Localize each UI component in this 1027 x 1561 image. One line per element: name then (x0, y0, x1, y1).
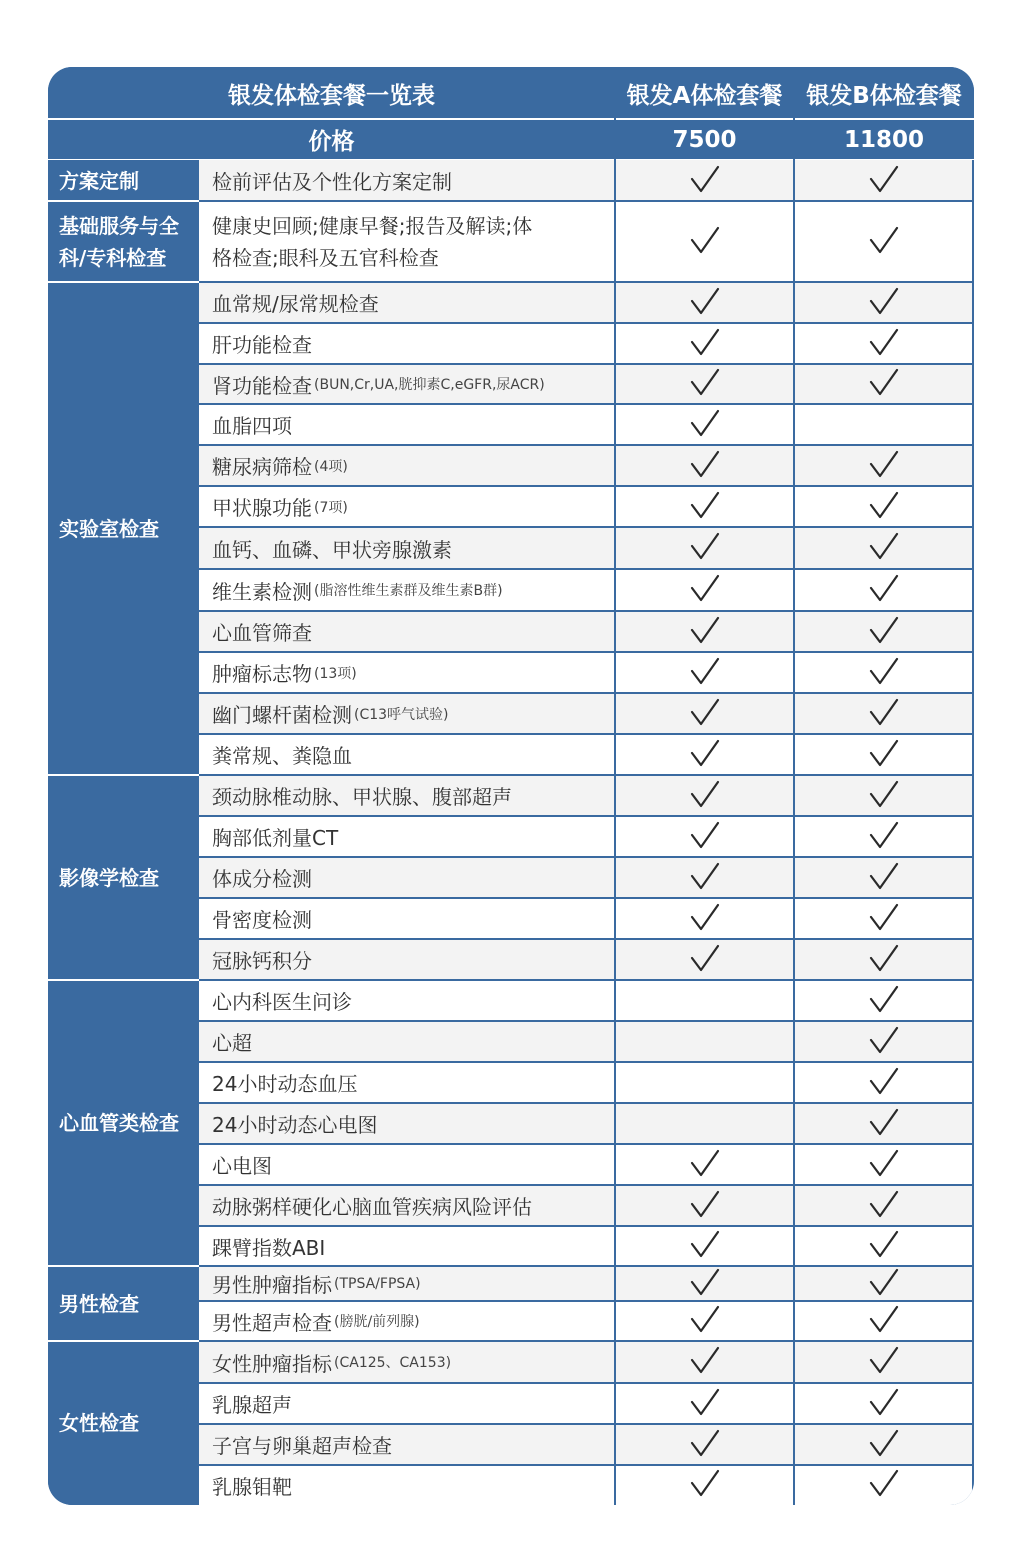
check-icon (690, 1304, 720, 1338)
item-note: (7项) (314, 499, 348, 516)
item-label: 肿瘤标志物 (212, 662, 312, 686)
package-a-cell (615, 445, 794, 486)
check-icon (869, 615, 899, 649)
package-a-header: 银发A体检套餐 (615, 67, 794, 119)
item-label: 骨密度检测 (212, 908, 312, 932)
price-label: 价格 (48, 119, 615, 160)
check-icon (690, 286, 720, 320)
check-icon (690, 902, 720, 936)
check-icon (869, 327, 899, 361)
check-icon (690, 1468, 720, 1502)
package-a-cell (615, 404, 794, 445)
column-divider (614, 67, 616, 1505)
item-label: 血脂四项 (212, 414, 292, 438)
row-divider (199, 815, 974, 817)
item-cell (199, 1465, 615, 1505)
check-icon (869, 164, 899, 198)
package-a-cell (615, 569, 794, 611)
package-b-cell (794, 857, 974, 898)
row-divider (199, 1340, 974, 1342)
row-divider (199, 1423, 974, 1425)
row-divider (199, 651, 974, 653)
check-icon (690, 449, 720, 483)
check-icon (869, 902, 899, 936)
row-divider (199, 568, 974, 570)
check-icon (690, 1229, 720, 1263)
check-icon (869, 573, 899, 607)
item-cell (199, 1103, 615, 1144)
item-label: 肾功能检查 (212, 373, 312, 398)
row-divider (199, 1464, 974, 1466)
category-divider (48, 281, 199, 283)
item-label: 颈动脉椎动脉、甲状腺、腹部超声 (212, 785, 512, 809)
check-icon (869, 531, 899, 565)
item-label: 糖尿病筛检 (212, 455, 312, 479)
category-label: 影像学检查 (48, 775, 199, 980)
item-label: 女性肿瘤指标 (212, 1351, 332, 1376)
item-cell (199, 1383, 615, 1424)
package-a-cell (615, 1465, 794, 1505)
column-divider (793, 67, 795, 1505)
item-cell (199, 1341, 615, 1383)
row-divider (199, 322, 974, 324)
check-icon (869, 1229, 899, 1263)
row-divider (199, 444, 974, 446)
package-b-cell (794, 201, 974, 282)
package-a-cell (615, 201, 794, 282)
package-a-cell (615, 486, 794, 527)
item-note: (膀胱/前列腺) (334, 1314, 420, 1330)
item-label: 24小时动态心电图 (212, 1113, 378, 1137)
item-label: 乳腺钼靶 (212, 1474, 292, 1499)
row-divider (199, 281, 974, 283)
item-cell (199, 569, 615, 611)
item-cell (199, 693, 615, 734)
item-cell (199, 404, 615, 445)
item-label: 男性超声检查 (212, 1310, 332, 1335)
package-b-cell (794, 445, 974, 486)
package-a-cell (615, 1424, 794, 1465)
item-label: 体成分检测 (212, 867, 312, 891)
check-icon (869, 367, 899, 401)
package-a-cell (615, 1266, 794, 1301)
package-b-cell (794, 816, 974, 857)
check-icon (690, 164, 720, 198)
package-b-cell (794, 569, 974, 611)
item-cell (199, 734, 615, 775)
package-a-cell (615, 980, 794, 1021)
package-b-header: 银发B体检套餐 (794, 67, 974, 119)
check-icon (690, 408, 720, 442)
check-icon (690, 1428, 720, 1462)
item-cell (199, 1062, 615, 1103)
item-cell (199, 282, 615, 323)
item-label: 胸部低剂量CT (212, 826, 339, 850)
item-cell (199, 898, 615, 939)
category-divider (48, 200, 199, 202)
check-icon (869, 1267, 899, 1301)
package-b-cell (794, 1144, 974, 1185)
row-divider (199, 1143, 974, 1145)
check-icon (869, 1107, 899, 1141)
package-b-cell (794, 160, 974, 201)
package-b-cell (794, 1266, 974, 1301)
package-b-cell (794, 282, 974, 323)
item-label: 甲状腺功能 (212, 496, 312, 520)
item-cell (199, 201, 615, 282)
item-cell (199, 323, 615, 364)
package-b-cell (794, 1424, 974, 1465)
row-divider (199, 526, 974, 528)
package-a-cell (615, 527, 794, 569)
package-a-cell (615, 1226, 794, 1266)
item-label: 心内科医生问诊 (212, 990, 352, 1014)
package-a-cell (615, 1103, 794, 1144)
package-a-cell (615, 939, 794, 980)
check-icon (690, 225, 720, 259)
check-icon (869, 1468, 899, 1502)
item-note: (CA125、CA153) (334, 1355, 452, 1371)
item-label: 血钙、血磷、甲状旁腺激素 (212, 537, 452, 562)
item-label: 乳腺超声 (212, 1393, 292, 1417)
package-b-cell (794, 1383, 974, 1424)
package-a-cell (615, 282, 794, 323)
item-label: 24小时动态血压 (212, 1072, 358, 1096)
package-a-cell (615, 1062, 794, 1103)
category-label: 男性检查 (48, 1266, 199, 1341)
check-icon (869, 490, 899, 524)
row-divider (199, 363, 974, 365)
check-icon (690, 697, 720, 731)
check-icon (869, 697, 899, 731)
item-cell (199, 160, 615, 201)
row-divider (199, 485, 974, 487)
package-b-cell (794, 611, 974, 652)
row-divider (199, 1102, 974, 1104)
item-cell (199, 527, 615, 569)
item-label: 幽门螺杆菌检测 (212, 703, 352, 727)
item-cell (199, 980, 615, 1021)
item-cell (199, 816, 615, 857)
row-divider (199, 938, 974, 940)
package-a-cell (615, 857, 794, 898)
check-icon (690, 367, 720, 401)
package-b-cell (794, 364, 974, 404)
package-a-cell (615, 775, 794, 816)
package-a-cell (615, 1383, 794, 1424)
package-a-cell (615, 816, 794, 857)
category-divider (48, 1340, 199, 1342)
package-a-cell (615, 1185, 794, 1226)
item-cell (199, 611, 615, 652)
check-icon (690, 615, 720, 649)
check-icon (869, 984, 899, 1018)
price-a: 7500 (615, 119, 794, 160)
package-b-cell (794, 734, 974, 775)
package-a-cell (615, 1341, 794, 1383)
price-b: 11800 (794, 119, 974, 160)
package-b-cell (794, 527, 974, 569)
check-icon (869, 286, 899, 320)
item-note: (C13呼气试验) (354, 706, 449, 723)
check-icon (869, 1189, 899, 1223)
check-icon (869, 1387, 899, 1421)
package-a-cell (615, 898, 794, 939)
check-icon (869, 449, 899, 483)
package-a-cell (615, 611, 794, 652)
check-icon (690, 1148, 720, 1182)
check-icon (869, 1025, 899, 1059)
category-divider (48, 774, 199, 776)
row-divider (199, 1184, 974, 1186)
item-note: (脂溶性维生素群及维生素B群) (314, 583, 503, 599)
package-comparison-table (48, 67, 974, 1505)
item-label: 粪常规、粪隐血 (212, 744, 352, 768)
category-label: 心血管类检查 (48, 980, 199, 1266)
check-icon (869, 943, 899, 977)
package-a-cell (615, 1301, 794, 1341)
package-a-cell (615, 693, 794, 734)
package-b-cell (794, 1341, 974, 1383)
check-icon (869, 1345, 899, 1379)
header-divider (48, 118, 974, 120)
check-icon (869, 225, 899, 259)
check-icon (869, 1148, 899, 1182)
row-divider (199, 1225, 974, 1227)
check-icon (690, 861, 720, 895)
row-divider (199, 610, 974, 612)
table-title: 银发体检套餐一览表 (48, 67, 615, 119)
package-b-cell (794, 775, 974, 816)
item-label: 心电图 (212, 1154, 272, 1178)
package-b-cell (794, 404, 974, 445)
row-divider (199, 403, 974, 405)
item-cell (199, 1021, 615, 1062)
row-divider (199, 1265, 974, 1267)
item-label: 血常规/尿常规检查 (212, 292, 379, 316)
check-icon (869, 779, 899, 813)
row-divider (199, 897, 974, 899)
package-b-cell (794, 1062, 974, 1103)
item-cell (199, 939, 615, 980)
package-b-cell (794, 1226, 974, 1266)
item-note: (TPSA/FPSA) (334, 1275, 421, 1292)
package-a-cell (615, 160, 794, 201)
package-b-cell (794, 1103, 974, 1144)
check-icon (690, 573, 720, 607)
row-divider (199, 733, 974, 735)
item-label: 心超 (212, 1031, 252, 1055)
package-b-cell (794, 898, 974, 939)
item-cell (199, 1144, 615, 1185)
item-label: 男性肿瘤指标 (212, 1273, 332, 1297)
item-label: 肝功能检查 (212, 333, 312, 357)
item-note: (13项) (314, 665, 357, 682)
package-a-cell (615, 652, 794, 693)
item-label: 检前评估及个性化方案定制 (212, 170, 452, 194)
check-icon (690, 779, 720, 813)
check-icon (869, 1428, 899, 1462)
package-b-cell (794, 323, 974, 364)
item-label: 健康史回顾;健康早餐;报告及解读;体格检查;眼科及五官科检查 (212, 213, 533, 270)
check-icon (690, 738, 720, 772)
item-cell (199, 1226, 615, 1266)
item-cell (199, 1424, 615, 1465)
package-b-cell (794, 1465, 974, 1505)
row-divider (199, 1382, 974, 1384)
package-a-cell (615, 323, 794, 364)
category-label: 方案定制 (48, 160, 199, 201)
row-divider (199, 1061, 974, 1063)
package-a-cell (615, 1144, 794, 1185)
check-icon (869, 861, 899, 895)
right-border (972, 160, 974, 1505)
check-icon (690, 327, 720, 361)
check-icon (690, 1267, 720, 1301)
package-b-cell (794, 1301, 974, 1341)
category-label: 实验室检查 (48, 282, 199, 775)
item-cell (199, 775, 615, 816)
check-icon (690, 656, 720, 690)
package-b-cell (794, 693, 974, 734)
item-cell (199, 1301, 615, 1341)
package-b-cell (794, 652, 974, 693)
package-a-cell (615, 364, 794, 404)
package-b-cell (794, 1021, 974, 1062)
category-divider (48, 1265, 199, 1267)
check-icon (869, 1066, 899, 1100)
item-cell (199, 1185, 615, 1226)
package-a-cell (615, 1021, 794, 1062)
item-label: 动脉粥样硬化心脑血管疾病风险评估 (212, 1195, 532, 1219)
item-cell (199, 364, 615, 404)
check-icon (690, 943, 720, 977)
row-divider (199, 692, 974, 694)
check-icon (690, 1189, 720, 1223)
row-divider (199, 1020, 974, 1022)
item-label: 踝臂指数ABI (212, 1235, 326, 1260)
item-cell (199, 857, 615, 898)
check-icon (690, 1345, 720, 1379)
check-icon (690, 1387, 720, 1421)
package-b-cell (794, 1185, 974, 1226)
category-label: 基础服务与全科/专科检查 (48, 201, 199, 282)
package-b-cell (794, 486, 974, 527)
check-icon (690, 490, 720, 524)
package-b-cell (794, 939, 974, 980)
item-label: 冠脉钙积分 (212, 949, 312, 973)
check-icon (869, 656, 899, 690)
check-icon (869, 738, 899, 772)
item-label: 维生素检测 (212, 579, 312, 604)
check-icon (869, 820, 899, 854)
category-label: 女性检查 (48, 1341, 199, 1505)
row-divider (199, 856, 974, 858)
item-cell (199, 486, 615, 527)
item-cell (199, 445, 615, 486)
category-divider (48, 979, 199, 981)
package-a-cell (615, 734, 794, 775)
package-b-cell (794, 980, 974, 1021)
row-divider (199, 1300, 974, 1302)
check-icon (690, 820, 720, 854)
check-icon (869, 1304, 899, 1338)
item-label: 心血管筛查 (212, 621, 312, 645)
item-label: 子宫与卵巢超声检查 (212, 1434, 392, 1458)
row-divider (199, 200, 974, 202)
item-note: (4项) (314, 458, 348, 475)
check-icon (690, 531, 720, 565)
row-divider (199, 979, 974, 981)
item-cell (199, 652, 615, 693)
item-note: (BUN,Cr,UA,胱抑素C,eGFR,尿ACR) (314, 377, 545, 393)
item-cell (199, 1266, 615, 1301)
row-divider (199, 774, 974, 776)
